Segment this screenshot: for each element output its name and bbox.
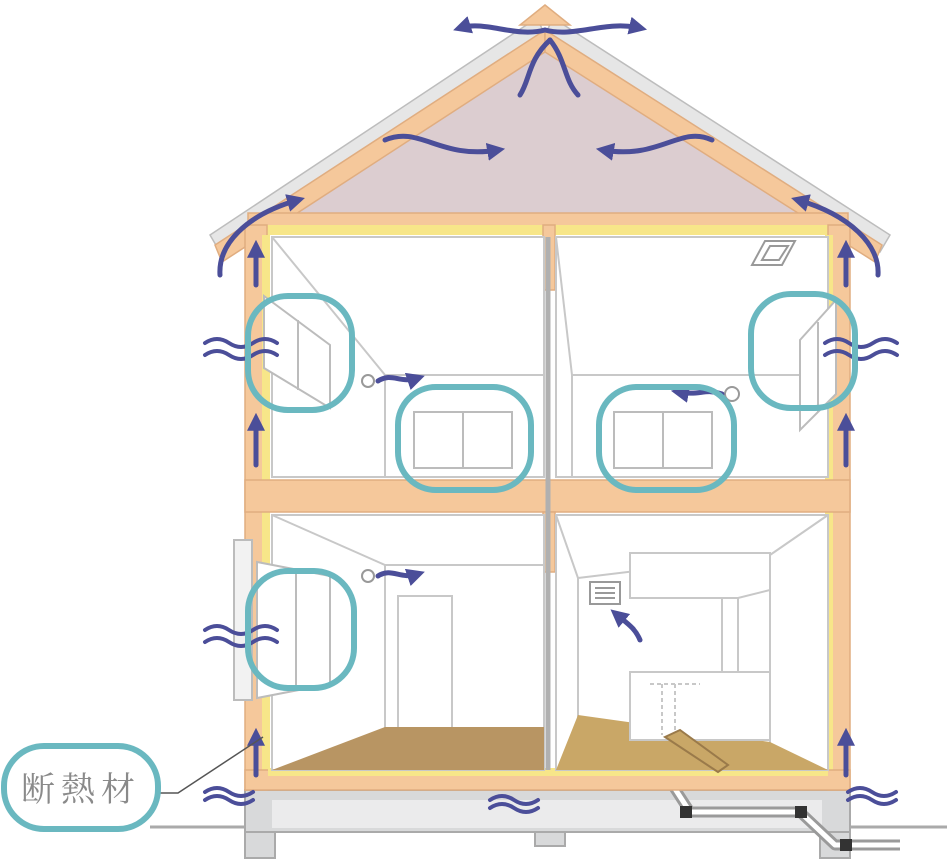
window-lower-left: [257, 562, 330, 698]
upper-cabinet: [630, 553, 770, 598]
footing-mid: [535, 832, 565, 846]
pipe-joint: [795, 806, 807, 818]
footing-left: [245, 832, 275, 858]
pipe-joint: [680, 806, 692, 818]
counter: [630, 672, 770, 740]
ridge-vent: [520, 5, 570, 25]
airflow-arrow-icon: [378, 378, 418, 381]
pipe-joint: [840, 839, 852, 851]
airflow-arrow-icon: [378, 573, 418, 576]
wall-fan-icon: [362, 570, 374, 582]
attic-space: [260, 40, 838, 215]
upper-cabinet-side: [722, 598, 738, 680]
wall-fan-icon: [362, 375, 374, 387]
insulation-callout: [4, 746, 158, 829]
callout-label: 断熱材: [21, 770, 141, 810]
